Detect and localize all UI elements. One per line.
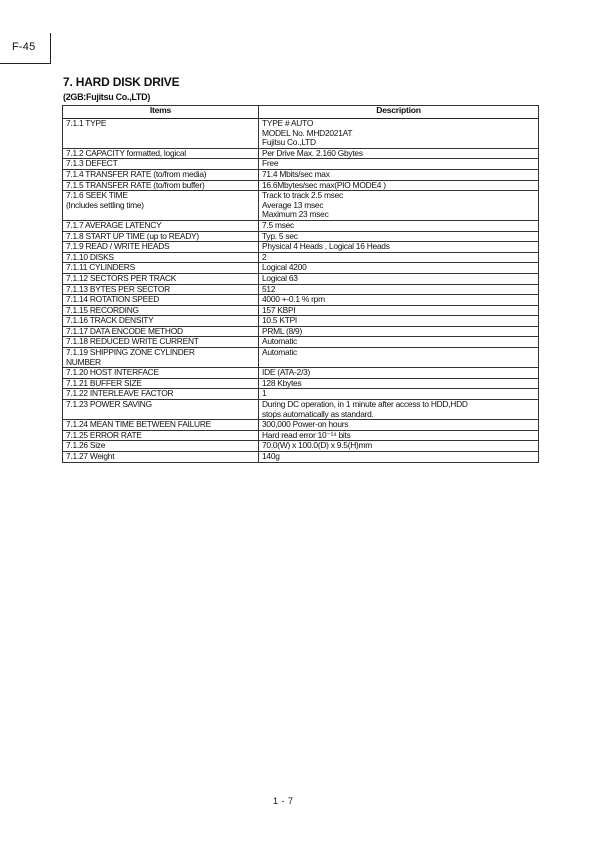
table-row	[63, 191, 539, 221]
description-cell: 128 Kbytes	[259, 378, 539, 389]
item-cell: 7.1.10 DISKS	[63, 252, 259, 263]
item-cell: 7.1.18 REDUCED WRITE CURRENT	[63, 337, 259, 348]
item-cell: 7.1.12 SECTORS PER TRACK	[63, 273, 259, 284]
table-row	[63, 220, 539, 231]
item-cell: 7.1.20 HOST INTERFACE	[63, 368, 259, 379]
table-row	[63, 242, 539, 253]
table-row	[63, 252, 539, 263]
page-tag-box	[0, 33, 51, 64]
item-cell: 7.1.19 SHIPPING ZONE CYLINDER NUMBER	[63, 348, 259, 368]
description-cell: 1	[259, 389, 539, 400]
section-title: 7. HARD DISK DRIVE	[63, 75, 180, 89]
table-row	[63, 441, 539, 452]
description-cell: 10.5 KTPI	[259, 316, 539, 327]
item-cell: 7.1.11 CYLINDERS	[63, 263, 259, 274]
description-cell: PRML (8/9)	[259, 326, 539, 337]
table-row	[63, 180, 539, 191]
description-cell: 16.6Mbytes/sec max(PIO MODE4 )	[259, 180, 539, 191]
item-cell: 7.1.16 TRACK DENSITY	[63, 316, 259, 327]
spec-table-body	[63, 119, 539, 463]
table-row	[63, 430, 539, 441]
item-cell: 7.1.27 Weight	[63, 452, 259, 463]
description-cell: Logical 63	[259, 273, 539, 284]
table-row	[63, 273, 539, 284]
table-header-row	[63, 106, 539, 119]
description-cell: 300,000 Power-on hours	[259, 420, 539, 431]
table-row	[63, 148, 539, 159]
table-row	[63, 326, 539, 337]
table-row	[63, 368, 539, 379]
description-cell: 157 KBPI	[259, 305, 539, 316]
description-cell: Typ. 5 sec	[259, 231, 539, 242]
table-row	[63, 263, 539, 274]
item-cell: 7.1.8 START UP TIME (up to READY)	[63, 231, 259, 242]
item-cell: 7.1.5 TRANSFER RATE (to/from buffer)	[63, 180, 259, 191]
table-row	[63, 378, 539, 389]
item-cell: 7.1.17 DATA ENCODE METHOD	[63, 326, 259, 337]
description-cell: 7.5 msec	[259, 220, 539, 231]
item-cell: 7.1.26 Size	[63, 441, 259, 452]
table-row	[63, 316, 539, 327]
table-row	[63, 284, 539, 295]
table-row	[63, 295, 539, 306]
description-cell: IDE (ATA-2/3)	[259, 368, 539, 379]
description-cell: 512	[259, 284, 539, 295]
description-cell: Automatic	[259, 337, 539, 348]
table-row	[63, 400, 539, 420]
table-row	[63, 348, 539, 368]
header-description: Description	[259, 106, 539, 119]
item-cell: 7.1.2 CAPACITY formatted, logical	[63, 148, 259, 159]
page-tag: F-45	[12, 41, 36, 53]
table-row	[63, 389, 539, 400]
item-cell: 7.1.4 TRANSFER RATE (to/from media)	[63, 169, 259, 180]
item-cell: 7.1.25 ERROR RATE	[63, 430, 259, 441]
table-row	[63, 452, 539, 463]
table-row	[63, 231, 539, 242]
item-cell: 7.1.22 INTERLEAVE FACTOR	[63, 389, 259, 400]
description-cell: 71.4 Mbits/sec max	[259, 169, 539, 180]
description-cell: Logical 4200	[259, 263, 539, 274]
item-cell: 7.1.14 ROTATION SPEED	[63, 295, 259, 306]
description-cell: During DC operation, in 1 minute after access to HDD,HDD stops automatically as standard.	[259, 400, 539, 420]
spec-table	[62, 105, 539, 463]
table-row	[63, 337, 539, 348]
description-cell: 70.0(W) x 100.0(D) x 9.5(H)mm	[259, 441, 539, 452]
item-cell: 7.1.7 AVERAGE LATENCY	[63, 220, 259, 231]
page-number: 1 - 7	[273, 796, 294, 806]
item-cell: 7.1.24 MEAN TIME BETWEEN FAILURE	[63, 420, 259, 431]
description-cell: Per Drive Max. 2.160 Gbytes	[259, 148, 539, 159]
item-cell: 7.1.6 SEEK TIME (Includes settling time)	[63, 191, 259, 221]
description-cell: Track to track 2.5 msec Average 13 msec Maximum 23 msec	[259, 191, 539, 221]
table-row	[63, 169, 539, 180]
table-row	[63, 420, 539, 431]
item-cell: 7.1.13 BYTES PER SECTOR	[63, 284, 259, 295]
section-subtitle: (2GB:Fujitsu Co.,LTD)	[63, 92, 151, 102]
description-cell: Automatic	[259, 348, 539, 368]
description-cell: 4000 +-0.1 % rpm	[259, 295, 539, 306]
description-cell: 140g	[259, 452, 539, 463]
description-cell: TYPE # AUTO MODEL No. MHD2021AT Fujitsu Co.,LTD	[259, 119, 539, 149]
description-cell: 2	[259, 252, 539, 263]
item-cell: 7.1.3 DEFECT	[63, 159, 259, 170]
item-cell: 7.1.23 POWER SAVING	[63, 400, 259, 420]
header-items: Items	[63, 106, 259, 119]
item-cell: 7.1.15 RECORDING	[63, 305, 259, 316]
description-cell: Physical 4 Heads , Logical 16 Heads	[259, 242, 539, 253]
description-cell: Free	[259, 159, 539, 170]
description-cell: Hard read error 10⁻¹⁴ bits	[259, 430, 539, 441]
table-row	[63, 119, 539, 149]
item-cell: 7.1.1 TYPE	[63, 119, 259, 149]
table-row	[63, 159, 539, 170]
item-cell: 7.1.9 READ / WRITE HEADS	[63, 242, 259, 253]
item-cell: 7.1.21 BUFFER SIZE	[63, 378, 259, 389]
table-row	[63, 305, 539, 316]
